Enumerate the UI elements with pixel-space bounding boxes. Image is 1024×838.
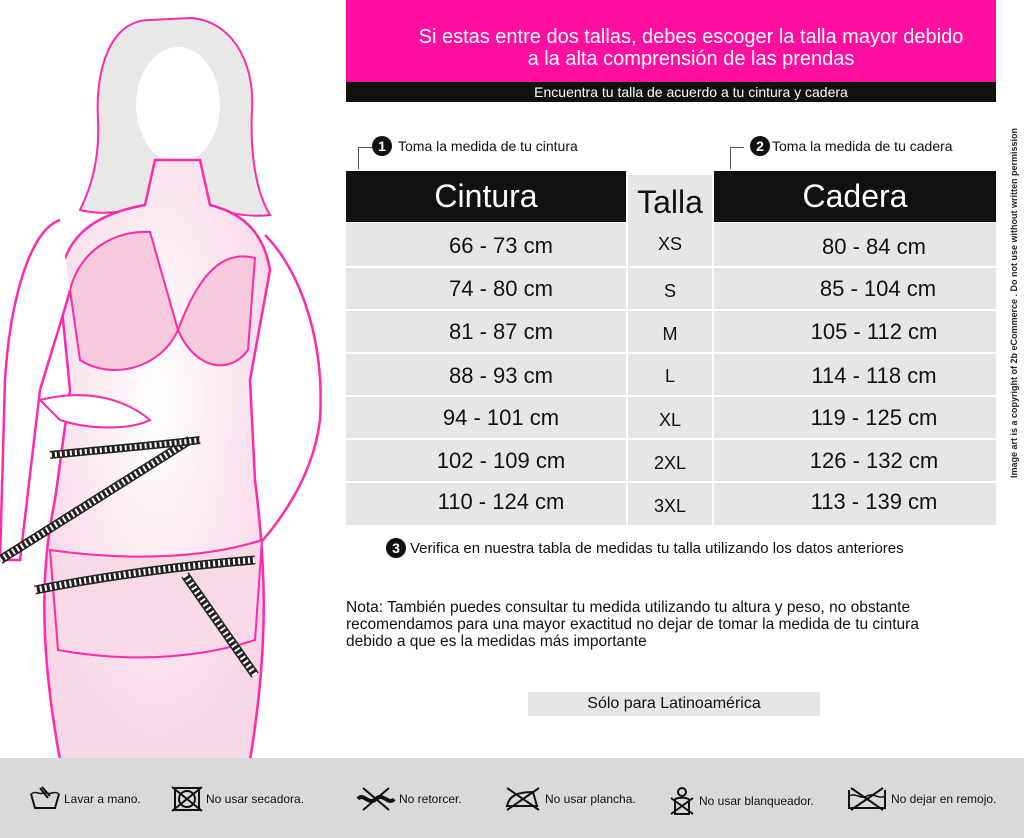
step-2 bbox=[750, 136, 953, 156]
care-label-no-bleach: No usar blanqueador. bbox=[699, 794, 814, 808]
header-cadera: Cadera bbox=[714, 171, 996, 222]
copyright-notice bbox=[1003, 108, 1024, 498]
step-2-number: 2 bbox=[750, 136, 770, 156]
size-cell-l: L bbox=[664, 366, 675, 386]
region-label: Sólo para Latinoamérica bbox=[528, 692, 820, 716]
waist-cell-l: 88 - 93 cm bbox=[449, 363, 553, 388]
care-label-no-iron: No usar plancha. bbox=[545, 792, 636, 806]
care-item-no-soak bbox=[845, 786, 996, 812]
step-2-label: Toma la medida de tu cadera bbox=[772, 138, 953, 154]
waist-cell-m: 81 - 87 cm bbox=[449, 319, 553, 344]
hip-cell-l: 114 - 118 cm bbox=[811, 363, 937, 388]
note-line-3: debido a que es la medidas más importante bbox=[346, 633, 647, 650]
step-3-number: 3 bbox=[386, 538, 406, 558]
care-label-no-wring: No retorcer. bbox=[399, 792, 462, 806]
hip-cell-s: 85 - 104 cm bbox=[819, 276, 937, 301]
step-3 bbox=[386, 538, 904, 558]
note-line-1: Nota: También puedes consultar tu medida utilizando tu altura y peso, no obstante bbox=[346, 599, 911, 616]
hip-cell-m: 105 - 112 cm bbox=[810, 319, 938, 344]
step-3-label: Verifica en nuestra tabla de medidas tu talla utilizando los datos anteriores bbox=[410, 539, 904, 557]
no-iron-icon bbox=[503, 786, 543, 812]
step-1 bbox=[372, 136, 578, 156]
step-2-bracket bbox=[730, 147, 744, 169]
size-cell-s: S bbox=[663, 281, 676, 301]
banner-line-2: a la alta comprensión de las prendas bbox=[527, 48, 855, 70]
hip-cell-2xl: 126 - 132 cm bbox=[809, 448, 939, 473]
step-1-number: 1 bbox=[372, 136, 392, 156]
no-bleach-icon bbox=[667, 786, 697, 816]
hip-cell-xl: 119 - 125 cm bbox=[810, 405, 938, 430]
size-cell-m: M bbox=[662, 324, 678, 344]
size-cell-3xl: 3XL bbox=[653, 496, 687, 516]
waist-cell-3xl: 110 - 124 cm bbox=[437, 489, 565, 514]
copyright-text: Image art is a copyright of 2b eCommerce . Do not use without written permission bbox=[1009, 127, 1019, 479]
header-cintura: Cintura bbox=[346, 171, 626, 222]
care-label-hand-wash: Lavar a mano. bbox=[64, 792, 141, 806]
step-1-label: Toma la medida de tu cintura bbox=[398, 138, 578, 154]
waist-cell-2xl: 102 - 109 cm bbox=[436, 448, 566, 473]
hand-wash-icon bbox=[28, 786, 62, 812]
hip-cell-xs: 80 - 84 cm bbox=[822, 234, 926, 259]
no-soak-icon bbox=[845, 786, 889, 812]
size-advice-banner bbox=[346, 0, 996, 82]
banner-subtitle: Encuentra tu talla de acuerdo a tu cintura y cadera bbox=[346, 82, 996, 102]
care-item-no-tumble-dry bbox=[170, 786, 304, 812]
header-talla: Talla bbox=[628, 175, 712, 223]
banner-line-1: Si estas entre dos tallas, debes escoger la talla mayor debido bbox=[418, 26, 964, 48]
waist-cell-xl: 94 - 101 cm bbox=[442, 405, 560, 430]
care-label-no-soak: No dejar en remojo. bbox=[891, 792, 997, 806]
body-measurement-illustration bbox=[0, 0, 340, 760]
note-line-2: recomendamos para una mayor exactitud no dejar de tomar la medida de tu cintura bbox=[346, 616, 919, 633]
care-label-no-tumble-dry: No usar secadora. bbox=[206, 792, 305, 806]
care-instructions-bar bbox=[0, 758, 1024, 838]
size-cell-xl: XL bbox=[658, 410, 682, 430]
care-item-hand-wash bbox=[28, 786, 141, 812]
care-item-no-iron bbox=[503, 786, 636, 812]
hip-cell-3xl: 113 - 139 cm bbox=[810, 489, 938, 514]
no-tumble-dry-icon bbox=[170, 786, 204, 812]
size-cell-2xl: 2XL bbox=[653, 453, 687, 473]
measurement-note bbox=[346, 599, 1001, 650]
care-item-no-bleach bbox=[667, 786, 814, 816]
waist-cell-xs: 66 - 73 cm bbox=[449, 233, 553, 258]
no-wring-icon bbox=[355, 786, 397, 812]
step-1-bracket bbox=[358, 147, 372, 169]
waist-cell-s: 74 - 80 cm bbox=[449, 276, 553, 301]
size-cell-xs: XS bbox=[657, 234, 682, 254]
care-item-no-wring bbox=[355, 786, 462, 812]
